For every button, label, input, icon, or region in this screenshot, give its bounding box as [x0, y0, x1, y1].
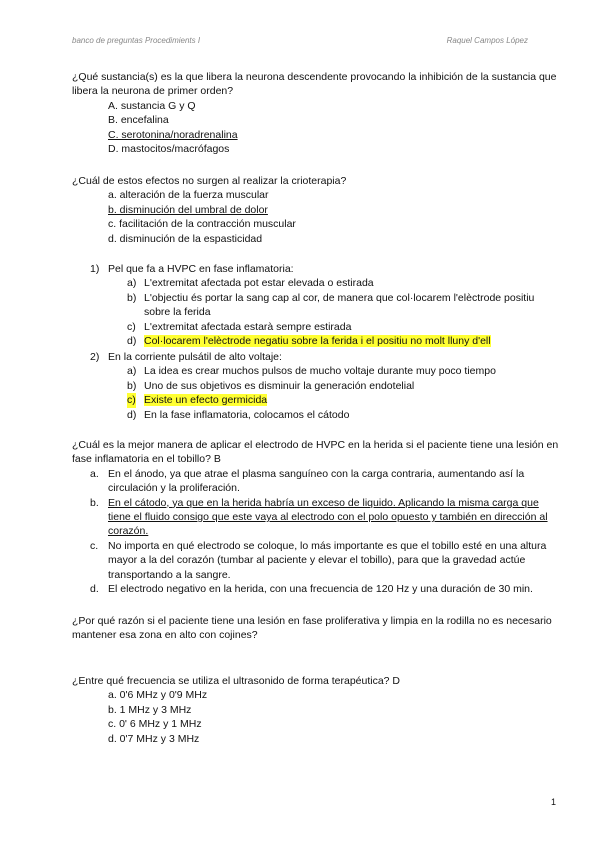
question-5 — [72, 438, 560, 596]
q5-option-c-marker: c. — [90, 539, 99, 552]
q2-option-a: a. alteración de la fuerza muscular — [108, 189, 269, 202]
question-7-text: ¿Entre qué frecuencia se utiliza el ultrasonido de forma terapéutica? D — [72, 675, 401, 687]
q3-option-c: L'extremitat afectada estarà sempre estirada — [144, 320, 352, 333]
q3-option-d: Col·locarem l'elèctrode negatiu sobre la ferida i el positiu no molt lluny d'ell — [144, 335, 491, 348]
q5-option-b: En el cátodo, ya que en la herida habría un exceso de liquido. Aplicando la misma carga que tiene el fluido consigo que este vaya al electrodo con el polo opuesto y también en dirección al corazón. — [108, 496, 548, 538]
q4-option-d-marker: d) — [127, 408, 137, 421]
q1-option-c: C. serotonina/noradrenalina — [108, 128, 238, 141]
q3-option-c-marker: c) — [127, 320, 136, 333]
question-6-text: ¿Por qué razón si el paciente tiene una lesión en fase proliferativa y limpia en la rodilla no es necesario mantener esa zona en alto con cojines? — [72, 615, 552, 642]
question-4-text: En la corriente pulsátil de alto voltaje: — [108, 351, 282, 363]
q1-option-a: A. sustancia G y Q — [108, 99, 196, 112]
q4-marker: 2) — [90, 351, 100, 363]
q4-option-b: Uno de sus objetivos es disminuir la generación endotelial — [144, 379, 415, 392]
q7-option-b: b. 1 MHz y 3 MHz — [108, 703, 192, 716]
header-left: banco de preguntas Procedimients I — [72, 36, 201, 45]
question-2 — [72, 174, 560, 246]
question-3-text: Pel que fa a HVPC en fase inflamatoria: — [108, 263, 294, 275]
q4-option-c: Existe un efecto germicida — [144, 394, 268, 407]
q5-option-a-marker: a. — [90, 467, 99, 480]
q3-option-a: L'extremitat afectada pot estar elevada o estirada — [144, 277, 374, 290]
q2-option-d: d. disminución de la espasticidad — [108, 232, 263, 245]
question-1 — [72, 70, 560, 156]
question-2-text: ¿Cuál de estos efectos no surgen al realizar la crioterapia? — [72, 175, 347, 187]
q4-option-a-marker: a) — [127, 365, 137, 378]
q5-option-b-marker: b. — [90, 496, 99, 509]
page-number: 1 — [551, 797, 557, 807]
q7-option-d: d. 0'7 MHz y 3 MHz — [108, 732, 200, 745]
q5-option-d-marker: d. — [90, 583, 99, 596]
q7-option-c: c. 0' 6 MHz y 1 MHz — [108, 718, 202, 731]
q3-marker: 1) — [90, 263, 100, 275]
page-header — [72, 36, 528, 45]
q4-option-c-marker: c) — [127, 394, 136, 407]
question-6 — [72, 614, 560, 643]
q1-option-d: D. mastocitos/macrófagos — [108, 143, 230, 156]
question-1-text: ¿Qué sustancia(s) es la que libera la neurona descendente provocando la inhibición de la sustancia que libera la neurona de primer orden? — [72, 71, 557, 98]
question-3 — [72, 262, 560, 348]
q3-option-a-marker: a) — [127, 277, 137, 290]
q5-option-c: No importa en qué electrodo se coloque, lo más importante es que el tobillo esté en una altura mayor a la del corazón (tumbar al paciente y elevar el tobillo), para que la gravedad actúe transportando a la sangre. — [108, 539, 547, 581]
q2-option-b: b. disminución del umbral de dolor — [108, 203, 268, 216]
question-4 — [72, 350, 560, 422]
header-right: Raquel Campos López — [446, 36, 528, 45]
q5-option-d: El electrodo negativo en la herida, con una frecuencia de 120 Hz y una duración de 30 min. — [108, 583, 533, 596]
question-7 — [72, 674, 560, 746]
q2-option-c: c. facilitación de la contracción muscular — [108, 218, 296, 231]
q4-option-d: En la fase inflamatoria, colocamos el cátodo — [144, 408, 350, 421]
q3-option-b: L'objectiu és portar la sang cap al cor, de manera que col·locarem l'elèctrode positiu sobre la ferida — [144, 291, 535, 319]
q3-option-b-marker: b) — [127, 291, 137, 304]
q7-option-a: a. 0'6 MHz y 0'9 MHz — [108, 689, 208, 702]
q4-option-a: La idea es crear muchos pulsos de mucho voltaje durante muy poco tiempo — [144, 365, 496, 378]
q5-option-a: En el ánodo, ya que atrae el plasma sanguíneo con la carga contraria, aumentando así la circulación y la proliferación. — [108, 467, 525, 495]
q1-option-b: B. encefalina — [108, 114, 169, 127]
question-5-text: ¿Cuál es la mejor manera de aplicar el electrodo de HVPC en la herida si el paciente tiene una lesión en fase inflamatoria en el tobillo? B — [72, 439, 559, 466]
q4-option-b-marker: b) — [127, 379, 137, 392]
q3-option-d-marker: d) — [127, 335, 137, 348]
